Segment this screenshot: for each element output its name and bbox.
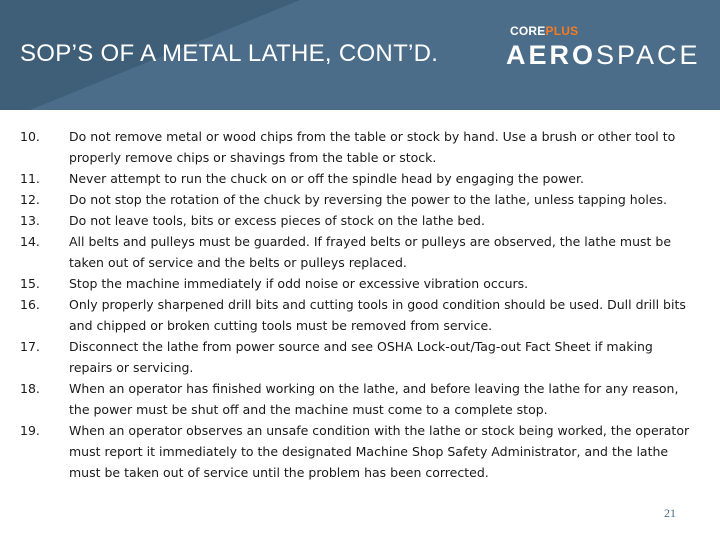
aerospace-logo <box>506 24 702 74</box>
logo-coreplus <box>510 24 578 38</box>
list-item <box>20 210 700 231</box>
item-number: 12. <box>20 192 40 207</box>
item-text: When an operator observes an unsafe condition with the lathe or stock being worked, the operator must report it immediately to the designated Machine Shop Safety Administrator, and the lathe must be taken out of service until the problem has been corrected. <box>69 423 690 480</box>
list-item <box>20 378 700 420</box>
item-text: When an operator has finished working on the lathe, and before leaving the lathe for any reason, the power must be shut off and the machine must come to a complete stop. <box>69 381 679 417</box>
item-text: Do not leave tools, bits or excess pieces of stock on the lathe bed. <box>69 213 485 228</box>
list-item <box>20 168 700 189</box>
list-item <box>20 336 700 378</box>
logo-plus-text: PLUS <box>545 24 579 38</box>
list-item <box>20 294 700 336</box>
item-number: 13. <box>20 213 40 228</box>
sop-list <box>20 126 700 483</box>
item-text: Do not remove metal or wood chips from the table or stock by hand. Use a brush or other tool to properly remove chips or shavings from the table or stock. <box>69 129 676 165</box>
logo-space-text: SPACE <box>596 40 701 70</box>
logo-core-text: CORE <box>510 24 546 38</box>
item-text: Disconnect the lathe from power source and see OSHA Lock-out/Tag-out Fact Sheet if making repairs or servicing. <box>69 339 653 375</box>
list-item <box>20 231 700 273</box>
logo-aerospace <box>506 40 701 71</box>
item-number: 11. <box>20 171 40 186</box>
list-item <box>20 420 700 483</box>
item-text: Do not stop the rotation of the chuck by reversing the power to the lathe, unless tapping holes. <box>69 192 668 207</box>
list-item <box>20 273 700 294</box>
item-number: 10. <box>20 129 40 144</box>
item-text: Stop the machine immediately if odd noise or excessive vibration occurs. <box>69 276 529 291</box>
item-number: 14. <box>20 234 40 249</box>
item-text: Never attempt to run the chuck on or off the spindle head by engaging the power. <box>69 171 584 186</box>
page-title: SOP’S OF A METAL LATHE, CONT’D. <box>20 40 439 67</box>
item-number: 17. <box>20 339 40 354</box>
item-number: 18. <box>20 381 40 396</box>
item-text: Only properly sharpened drill bits and cutting tools in good condition should be used. Dull drill bits and chipped or broken cutting tools must be removed from service. <box>69 297 686 333</box>
item-number: 16. <box>20 297 40 312</box>
item-text: All belts and pulleys must be guarded. If frayed belts or pulleys are observed, the lathe must be taken out of service and the belts or pulleys replaced. <box>69 234 672 270</box>
list-item <box>20 126 700 168</box>
list-item <box>20 189 700 210</box>
item-number: 19. <box>20 423 40 438</box>
item-number: 15. <box>20 276 40 291</box>
page-number: 21 <box>664 506 676 520</box>
header-banner <box>0 0 720 110</box>
logo-aero-text: AERO <box>506 40 597 70</box>
